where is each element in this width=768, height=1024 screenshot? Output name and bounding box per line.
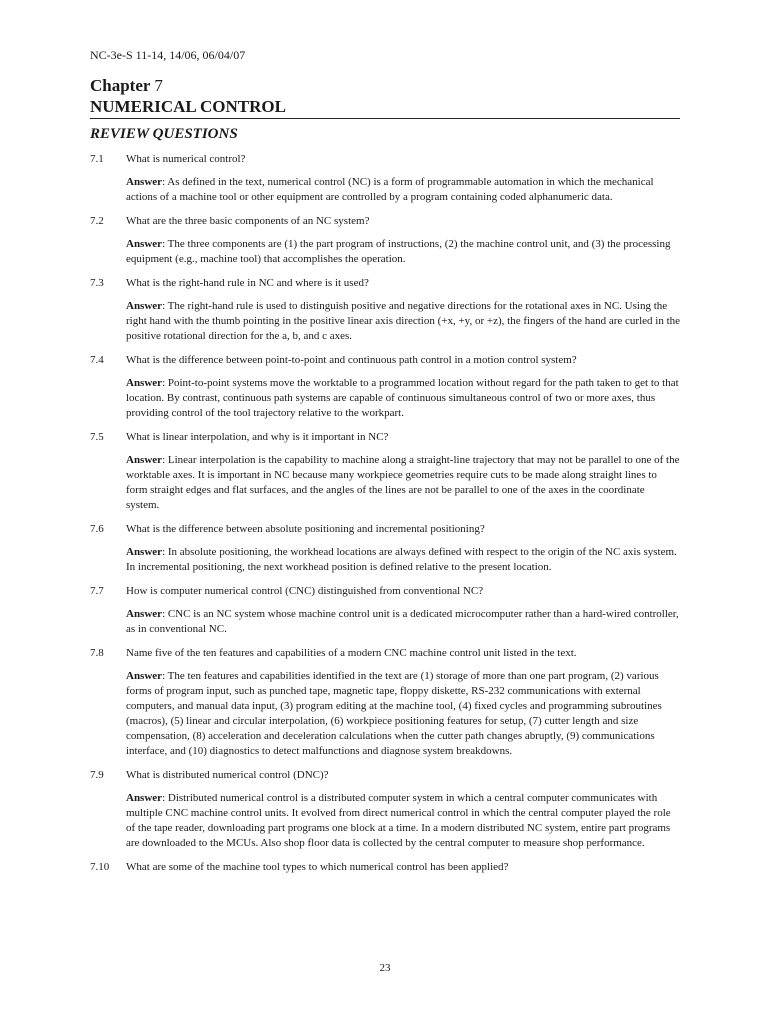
question-item [90,353,680,421]
answer-label: Answer [126,176,163,188]
question-item [90,522,680,575]
answer-label: Answer [126,608,163,620]
question [90,646,680,661]
answer-label: Answer [126,300,163,312]
chapter-heading [90,76,163,96]
question-number: 7.4 [90,354,104,366]
answer [126,299,680,344]
question-text: What is the right-hand rule in NC and where is it used? [126,277,369,289]
chapter-word: Chapter [90,76,151,95]
question-text: How is computer numerical control (CNC) distinguished from conventional NC? [126,585,484,597]
question-item [90,584,680,637]
question-text: What are the three basic components of an NC system? [126,215,370,227]
question-text: What are some of the machine tool types to which numerical control has been applied? [126,861,509,873]
question-number: 7.9 [90,769,104,781]
answer-text: : As defined in the text, numerical control (NC) is a form of programmable automation in which the mechanical actions of a machine tool or other equipment are controlled by a program containing coded alphanumeric data. [126,176,654,203]
question-item [90,768,680,851]
question-text: What is the difference between point-to-point and continuous path control in a motion control system? [126,354,577,366]
question-item [90,646,680,759]
question-number: 7.7 [90,585,104,597]
question-item [90,152,680,205]
heading-rule [90,118,680,119]
question-item [90,860,680,875]
chapter-title: NUMERICAL CONTROL [90,97,286,116]
question-number: 7.6 [90,523,104,535]
question [90,584,680,599]
question-number: 7.5 [90,431,104,443]
answer-label: Answer [126,238,163,250]
question [90,430,680,445]
answer-text: : The right-hand rule is used to distinguish positive and negative directions for the rotational axes in NC. Using the right hand with the thumb pointing in the positive linear axis direction (+x, +y, or +z), the fingers of the hand are curled in the positive rotational direction for the a, b, and c axes. [126,300,681,342]
question-number: 7.3 [90,277,104,289]
answer [126,453,680,513]
answer-label: Answer [126,377,163,389]
answer [126,376,680,421]
question [90,522,680,537]
question-number: 7.1 [90,153,104,165]
question-item [90,276,680,344]
answer-text: : Linear interpolation is the capability to machine along a straight-line trajectory that may not be parallel to one of the worktable axes. It is important in NC because many workpiece geometries require cuts to be made along straight lines to form straight edges and flat surfaces, and the angles of the lines are not be parallel to one of the axes in the coordinate system. [126,454,680,511]
question-item [90,430,680,513]
question [90,353,680,368]
page-number: 23 [379,962,391,974]
question-item [90,214,680,267]
chapter-number: 7 [154,76,163,95]
answer [126,791,680,851]
answer [126,175,680,205]
answer [126,607,680,637]
question-text: What is the difference between absolute positioning and incremental positioning? [126,523,485,535]
question-text: What is distributed numerical control (DNC)? [126,769,329,781]
answer-text: : The ten features and capabilities identified in the text are (1) storage of more than one part program, (2) various forms of program input, such as punched tape, magnetic tape, floppy diskette, RS-232 communications with external computers, and manual data input, (3) program editing at the machine tool, (4) fixed cycles and programming subroutines (macros), (5) linear and circular interpolation, (6) workpiece positioning features for setup, (7) cutter length and size compensation, (8) acceleration and deceleration calculations when the cutter path changes abruptly, (9) communications interface, and (10) diagnostics to detect malfunctions and diagnose system breakdowns. [126,670,662,757]
answer-text: : In absolute positioning, the workhead locations are always defined with respect to the origin of the NC axis system. In incremental positioning, the next workhead position is defined relative to the present location. [126,546,677,573]
answer-label: Answer [126,792,163,804]
answer-text: : Point-to-point systems move the worktable to a programmed location without regard for the path taken to get to that location. By contrast, continuous path systems are capable of continuous simultaneous control of two or more axes, thus providing control of the tool trajectory relative to the workpart. [126,377,679,419]
section-heading: REVIEW QUESTIONS [90,126,238,142]
question-number: 7.8 [90,647,104,659]
document-reference: NC-3e-S 11-14, 14/06, 06/04/07 [90,48,246,62]
question [90,860,680,875]
question [90,152,680,167]
question [90,214,680,229]
answer [126,545,680,575]
question-number: 7.2 [90,215,104,227]
answer-text: : The three components are (1) the part program of instructions, (2) the machine control unit, and (3) the processing equipment (e.g., machine tool) that accomplishes the operation. [126,238,671,265]
answer-text: : Distributed numerical control is a distributed computer system in which a central computer communicates with multiple CNC machine control units. It evolved from direct numerical control in which the central computer played the role of the tape reader, downloading part programs one block at a time. In a modern distributed NC system, entire part programs are downloaded to the MCUs. Also shop floor data is collected by the central computer to measure shop performance. [126,792,671,849]
answer-label: Answer [126,670,163,682]
question-list [90,152,680,884]
answer [126,237,680,267]
answer-text: : CNC is an NC system whose machine control unit is a dedicated microcomputer rather than a hard-wired controller, as in conventional NC. [126,608,679,635]
answer-label: Answer [126,454,163,466]
question [90,768,680,783]
answer [126,669,680,759]
answer-label: Answer [126,546,163,558]
question [90,276,680,291]
question-text: What is numerical control? [126,153,246,165]
question-number: 7.10 [90,861,110,873]
question-text: What is linear interpolation, and why is it important in NC? [126,431,389,443]
question-text: Name five of the ten features and capabilities of a modern CNC machine control unit listed in the text. [126,647,577,659]
